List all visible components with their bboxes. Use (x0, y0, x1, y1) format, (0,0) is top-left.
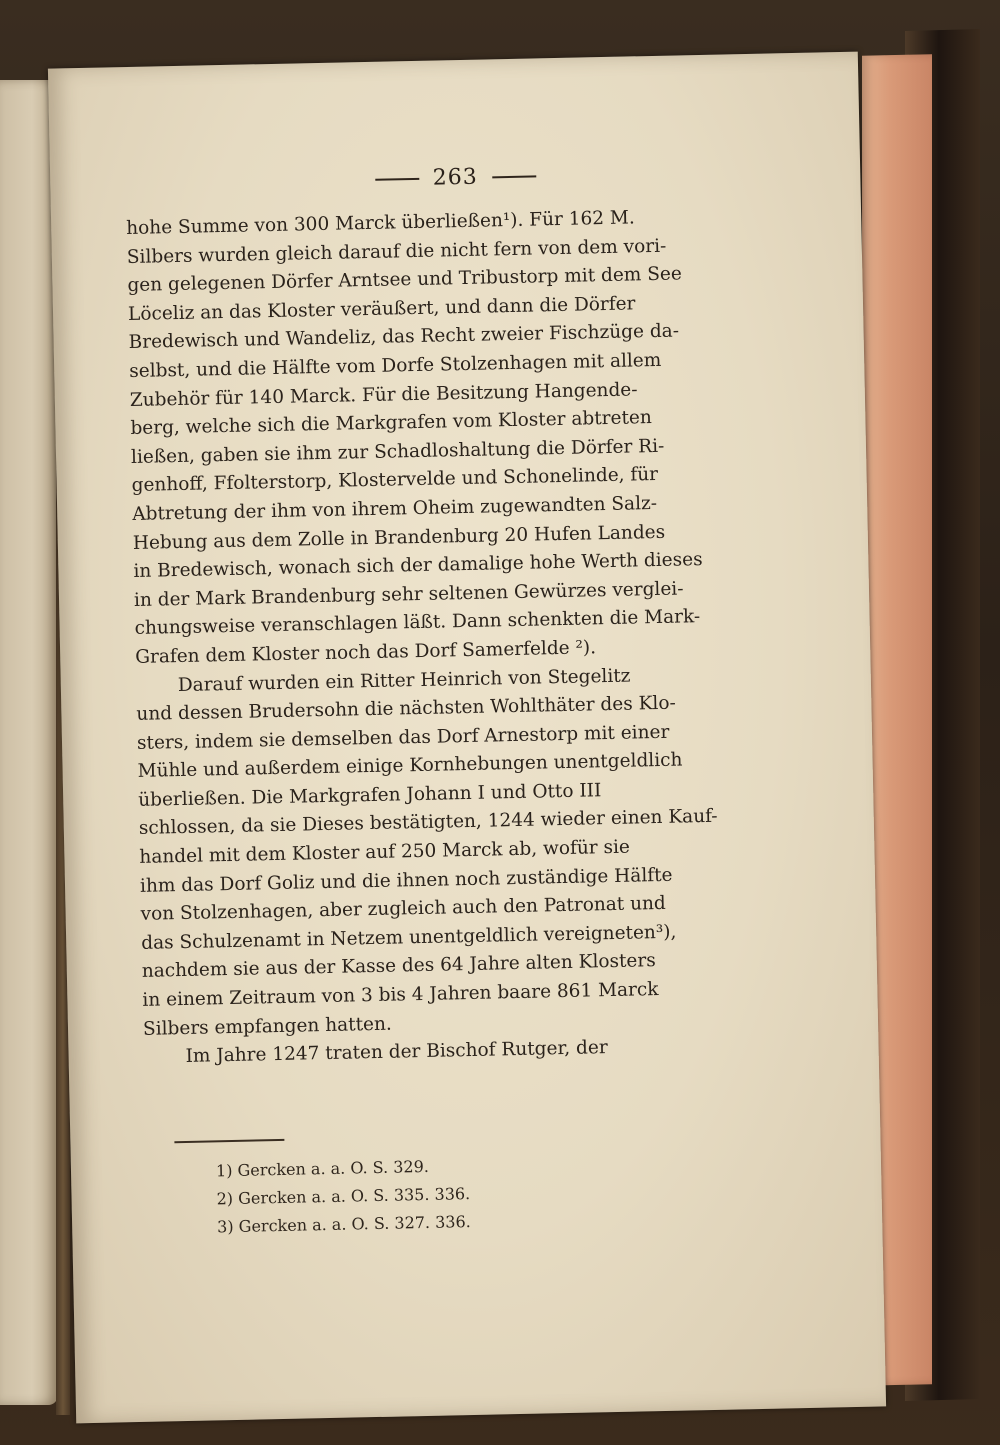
page-number: 263 (432, 164, 479, 191)
text-line: Grafen dem Kloster noch das Dorf Samerfelde ²). (135, 637, 597, 668)
text-line: ihm das Dorf Goliz und die ihnen noch zuständige Hälfte (139, 864, 673, 897)
text-line: handel mit dem Kloster auf 250 Marck ab, wofür sie (139, 836, 631, 868)
page-header (50, 157, 860, 199)
text-line: Abtretung der ihm von ihrem Oheim zugewandten Salz- (132, 492, 658, 525)
text-line: gen gelegenen Dörfer Arntsee und Tribustorp mit dem See (127, 263, 683, 297)
footnotes (216, 1146, 738, 1241)
text-line: und dessen Brudersohn die nächsten Wohlthäter des Klo- (136, 692, 676, 726)
footnote-rule (174, 1139, 284, 1143)
text-line: nachdem sie aus der Kasse des 64 Jahre alten Klosters (141, 950, 656, 983)
text-line: in einem Zeitraum von 3 bis 4 Jahren baare 861 Marck (142, 979, 659, 1011)
footnote: 1) Gercken a. a. O. S. 329. (215, 1156, 430, 1181)
header-dash-left (375, 178, 419, 181)
text-line: schlossen, da sie Dieses bestätigten, 1244 wieder einen Kauf- (138, 806, 718, 840)
text-line: überließen. Die Markgrafen Johann I und Otto III (138, 780, 602, 811)
left-page-edge (0, 80, 58, 1405)
text-line: selbst, und die Hälfte vom Dorfe Stolzenhagen mit allem (129, 349, 662, 382)
text-line: Mühle und außerdem einige Kornhebungen unentgeldlich (137, 749, 683, 783)
text-line: Hebung aus dem Zolle in Brandenburg 20 Hufen Landes (132, 521, 666, 554)
text-line: genhoff, Ffolterstorp, Klostervelde und Schonelinde, für (131, 464, 659, 497)
text-line: von Stolzenhagen, aber zugleich auch den Patronat und (140, 893, 666, 926)
text-line: Silbers empfangen hatten. (142, 1013, 392, 1040)
text-line: Zubehör für 140 Marck. Für die Besitzung Hangende- (129, 378, 638, 411)
footnote: 2) Gercken a. a. O. S. 335. 336. (216, 1184, 471, 1209)
text-line: in Bredewisch, wonach sich der damalige hohe Werth dieses (133, 549, 703, 583)
text-line: Im Jahre 1247 traten der Bischof Rutger, der (185, 1037, 608, 1068)
text-line: Darauf wurden ein Ritter Heinrich von Stegelitz (177, 665, 631, 696)
footnote: 3) Gercken a. a. O. S. 327. 336. (216, 1212, 471, 1237)
text-line: Löceliz an das Kloster veräußert, und dann die Dörfer (127, 293, 636, 325)
text-line: hohe Summe von 300 Marck überließen¹). Für 162 M. (126, 207, 635, 240)
header-dash-right (492, 175, 536, 178)
text-line: das Schulzenamt in Netzem unentgeldlich vereigneten³), (141, 921, 677, 954)
book-page (48, 52, 886, 1424)
text-line: berg, welche sich die Markgrafen vom Kloster abtreten (130, 407, 652, 440)
text-line: in der Mark Brandenburg sehr seltenen Gewürzes verglei- (133, 578, 684, 611)
text-line: Bredewisch und Wandeliz, das Recht zweier Fischzüge da- (128, 320, 680, 354)
page-body (126, 202, 744, 1072)
text-line: sters, indem sie demselben das Dorf Arnestorp mit einer (136, 721, 670, 754)
text-line: Silbers wurden gleich darauf die nicht fern von dem vori- (126, 235, 667, 268)
text-line: ließen, gaben sie ihm zur Schadloshaltung die Dörfer Ri- (130, 435, 665, 468)
text-line: chungsweise veranschlagen läßt. Dann schenkten die Mark- (134, 606, 701, 640)
